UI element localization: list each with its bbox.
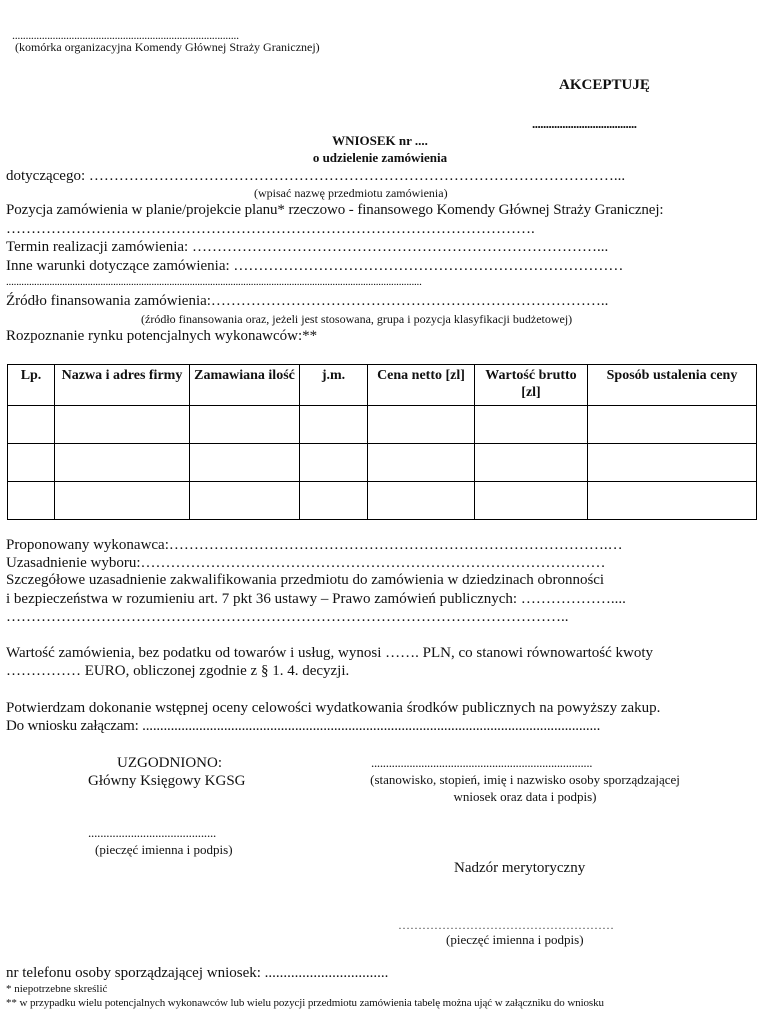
phone-field: nr telefonu osoby sporządzającej wniosek: ................................. xyxy=(6,965,389,981)
detailed-justification-dots: ………………………………………………………………………………………………….. xyxy=(6,609,569,625)
conditions-dots: ................................................................................................................................................................... xyxy=(6,276,422,288)
table-cell[interactable] xyxy=(8,444,55,482)
confirmation-text: Potwierdzam dokonanie wstępnej oceny celowości wydatkowania środków publicznych na powyższy zakup. xyxy=(6,700,661,716)
table-cell[interactable] xyxy=(475,482,588,520)
plan-position-field: Pozycja zamówienia w planie/projekcie planu* rzeczowo - finansowego Komendy Głównej Straży Granicznej: xyxy=(6,202,664,218)
table-row xyxy=(8,406,757,444)
accept-label: AKCEPTUJĘ xyxy=(559,77,650,93)
table-cell[interactable] xyxy=(55,406,190,444)
preparer-signature-dots: ........................................................................... xyxy=(371,755,593,770)
subject-hint: (wpisać nazwę przedmiotu zamówienia) xyxy=(254,186,448,200)
chief-accountant-label: Główny Księgowy KGSG xyxy=(88,773,246,789)
table-cell[interactable] xyxy=(368,482,475,520)
unit-label: (komórka organizacyjna Komendy Głównej Straży Granicznej) xyxy=(15,40,320,54)
agreed-label: UZGODNIONO: xyxy=(117,755,222,771)
supervision-stamp-dots: ……………………………………………… xyxy=(398,918,614,932)
col-header-pricing-method: Sposób ustalenia ceny xyxy=(588,365,757,406)
contractor-field: Proponowany wykonawca:…………………………………………………………………………….… xyxy=(6,537,623,553)
table-cell[interactable] xyxy=(475,406,588,444)
preparer-hint-line1: (stanowisko, stopień, imię i nazwisko osoby sporządzającej xyxy=(370,772,680,787)
col-header-quantity: Zamawiana ilość xyxy=(190,365,300,406)
conditions-field: Inne warunki dotyczące zamówienia: …………………………………………………………………… xyxy=(6,258,624,274)
footnote-1: * niepotrzebne skreślić xyxy=(6,983,108,995)
table-cell[interactable] xyxy=(588,406,757,444)
financing-hint: (źródło finansowania oraz, jeżeli jest stosowana, grupa i pozycja klasyfikacji budżetowej) xyxy=(141,312,573,326)
table-cell[interactable] xyxy=(55,482,190,520)
unit-dots: .................................................................................... xyxy=(12,28,239,42)
col-header-net-price: Cena netto [zl] xyxy=(368,365,475,406)
supervision-stamp-hint: (pieczęć imienna i podpis) xyxy=(446,932,584,947)
col-header-unit: j.m. xyxy=(300,365,368,406)
deadline-field: Termin realizacji zamówienia: ………………………………………………………………………... xyxy=(6,239,609,255)
table-cell[interactable] xyxy=(588,444,757,482)
attachments-field: Do wniosku załączam: ................................................................................................................................. xyxy=(6,718,601,734)
footnote-2: ** w przypadku wielu potencjalnych wykonawców lub wielu pozycji przedmiotu zamówienia tabelę można ująć w załączniku do wniosku xyxy=(6,997,604,1009)
table-cell[interactable] xyxy=(8,406,55,444)
detailed-justification-line2: i bezpieczeństwa w rozumieniu art. 7 pkt 36 ustawy – Prawo zamówień publicznych: ……………….... xyxy=(6,591,626,607)
table-row xyxy=(8,444,757,482)
accountant-stamp-dots: .......................................... xyxy=(88,825,217,840)
financing-field: Źródło finansowania zamówienia:…………………………………………………………………….. xyxy=(6,293,609,309)
table-cell[interactable] xyxy=(8,482,55,520)
contractors-table xyxy=(7,364,757,520)
order-value-line1: Wartość zamówienia, bez podatku od towarów i usług, wynosi ……. PLN, co stanowi równowartość kwoty xyxy=(6,645,654,661)
table-cell[interactable] xyxy=(300,482,368,520)
table-cell[interactable] xyxy=(368,444,475,482)
table-cell[interactable] xyxy=(475,444,588,482)
accountant-stamp-hint: (pieczęć imienna i podpis) xyxy=(95,842,233,857)
market-research-label: Rozpoznanie rynku potencjalnych wykonawców:** xyxy=(6,328,318,344)
plan-position-dots: ……………………………………………………………………………………………. xyxy=(6,221,535,237)
table-cell[interactable] xyxy=(300,444,368,482)
justification-field: Uzasadnienie wyboru:………………………………………………………………………………… xyxy=(6,555,606,571)
order-value-line2: …………… EURO, obliczonej zgodnie z § 1. 4. decyzji. xyxy=(6,663,350,679)
table-cell[interactable] xyxy=(190,482,300,520)
detailed-justification-line1: Szczegółowe uzasadnienie zakwalifikowania przedmiotu do zamówienia w dziedzinach obronności xyxy=(6,572,605,588)
preparer-hint-line2: wniosek oraz data i podpis) xyxy=(453,789,597,804)
col-header-gross-value: Wartość brutto [zl] xyxy=(475,365,588,406)
table-cell[interactable] xyxy=(55,444,190,482)
table-header-row xyxy=(8,365,757,406)
col-header-name: Nazwa i adres firmy xyxy=(55,365,190,406)
document-title: WNIOSEK nr .... xyxy=(332,133,428,148)
table-cell[interactable] xyxy=(190,444,300,482)
table-cell[interactable] xyxy=(300,406,368,444)
table-cell[interactable] xyxy=(190,406,300,444)
table-row xyxy=(8,482,757,520)
table-cell[interactable] xyxy=(368,406,475,444)
accept-signature-dots: ...................................... xyxy=(532,116,637,131)
col-header-lp: Lp. xyxy=(8,365,55,406)
document-subtitle: o udzielenie zamówienia xyxy=(312,150,448,165)
supervision-label: Nadzór merytoryczny xyxy=(454,860,586,876)
subject-field: dotyczącego: ……………………………………………………………………………………………... xyxy=(6,168,626,184)
table-cell[interactable] xyxy=(588,482,757,520)
